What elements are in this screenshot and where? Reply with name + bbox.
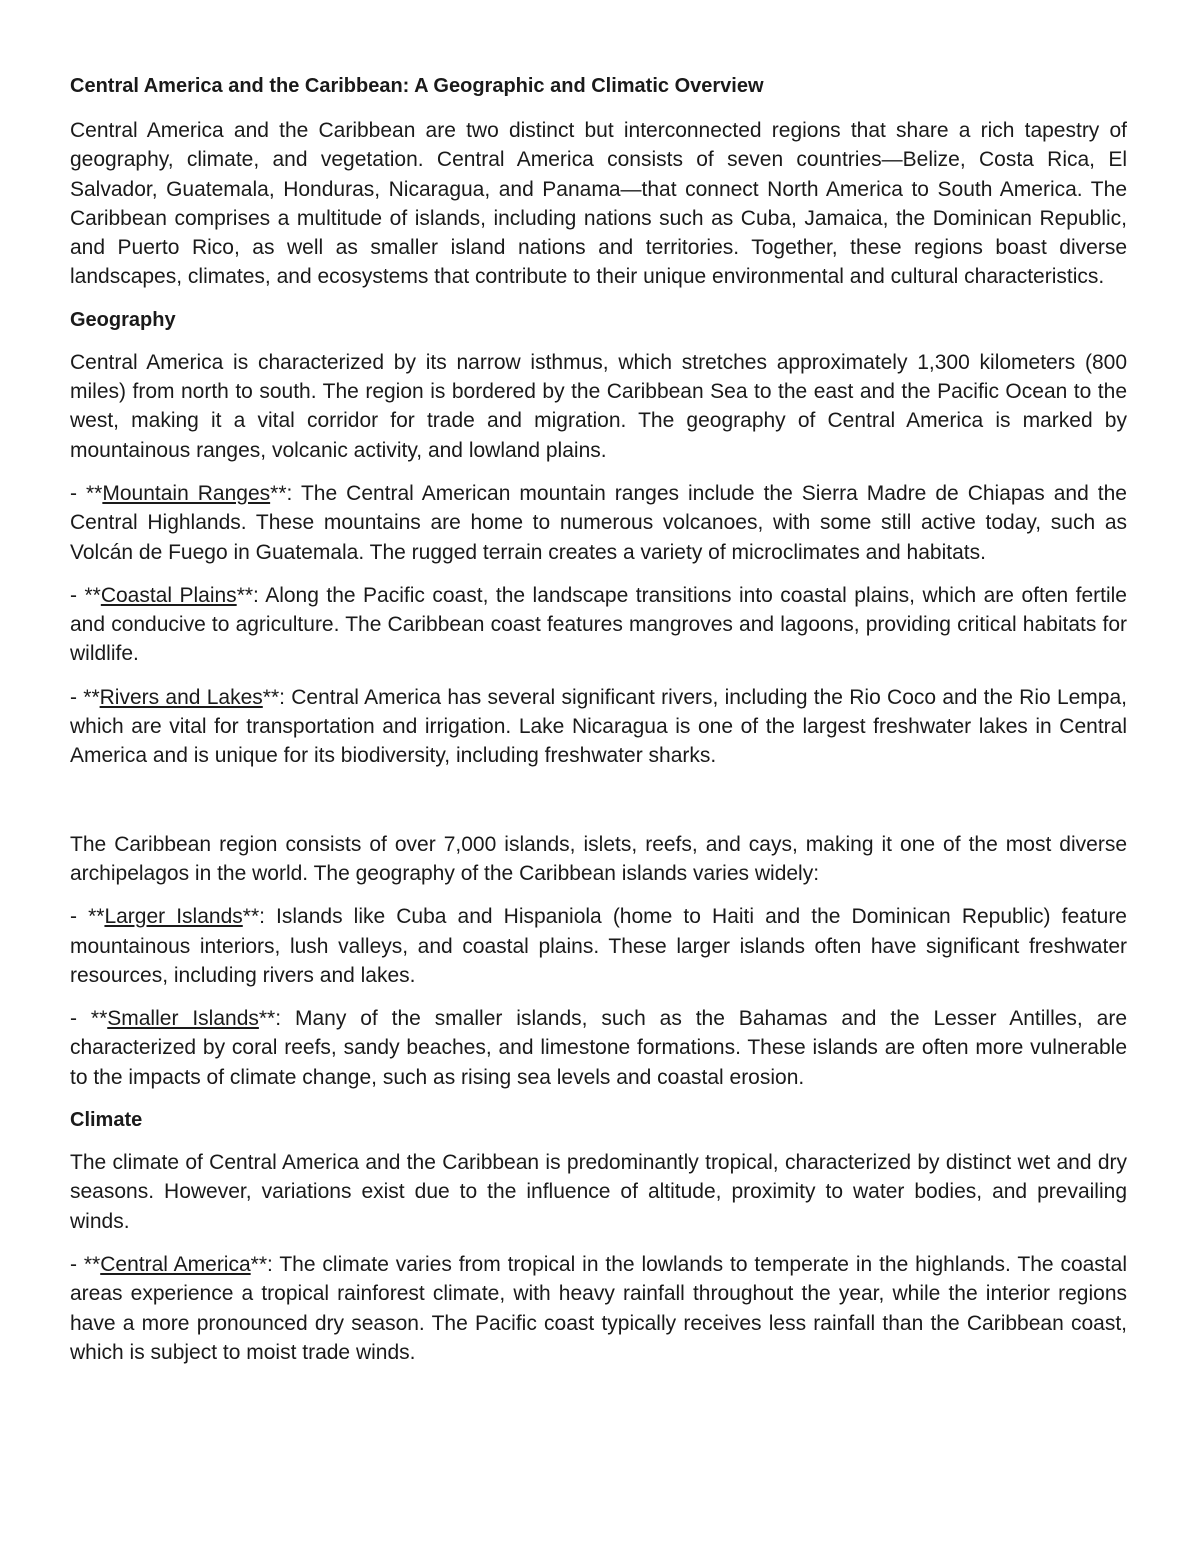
item-term: Larger Islands xyxy=(104,905,243,929)
item-term: Central America xyxy=(100,1252,251,1276)
item-suffix: ** xyxy=(236,583,254,607)
item-prefix: - ** xyxy=(70,1252,101,1276)
item-term: Smaller Islands xyxy=(107,1007,259,1031)
section-spacer xyxy=(70,785,1127,830)
item-term: Mountain Ranges xyxy=(102,481,271,505)
item-prefix: - ** xyxy=(70,1007,108,1031)
climate-heading: Climate xyxy=(70,1109,143,1132)
item-text: : Many of the smaller islands, such as the Bahamas and the Lesser Antilles, are characterized by coral reefs, sandy beaches, and limestone formations. These islands are often more vulnerable to the impacts of climate change, such as rising sea levels and coastal erosion. xyxy=(70,1007,1127,1089)
central-america-climate-item xyxy=(70,1250,1127,1367)
item-prefix: - ** xyxy=(70,481,103,505)
item-term: Rivers and Lakes xyxy=(99,685,263,709)
geography-intro-paragraph: Central America is characterized by its narrow isthmus, which stretches approximately 1,300 kilometers (800 miles) from north to south. The region is bordered by the Caribbean Sea to the east and the Pacific Ocean to the west, making it a vital corridor for trade and migration. The geography of Central America is marked by mountainous ranges, volcanic activity, and lowland plains. xyxy=(70,350,1127,462)
intro-paragraph: Central America and the Caribbean are two distinct but interconnected regions that share a rich tapestry of geography, climate, and vegetation. Central America consists of seven countries—Belize, Costa Rica, El Salvador, Guatemala, Honduras, Nicaragua, and Panama—that connect North America to South America. The Caribbean comprises a multitude of islands, including nations such as Cuba, Jamaica, the Dominican Republic, and Puerto Rico, as well as smaller island nations and territories. Together, these regions boast diverse landscapes, climates, and ecosystems that contribute to their unique environmental and cultural characteristics. xyxy=(70,119,1127,289)
item-text: : The climate varies from tropical in the lowlands to temperate in the highlands. The coastal areas experience a tropical rainforest climate, with heavy rainfall throughout the year, while the interior regions have a more pronounced dry season. The Pacific coast typically receives less rainfall than the Caribbean coast, which is subject to moist trade winds. xyxy=(70,1252,1127,1364)
item-text: : Islands like Cuba and Hispaniola (home to Haiti and the Dominican Republic) feature mountainous interiors, lush valleys, and coastal plains. These larger islands often have significant freshwater resources, including rivers and lakes. xyxy=(70,905,1127,987)
item-text: : Along the Pacific coast, the landscape transitions into coastal plains, which are often fertile and conducive to agriculture. The Caribbean coast features mangroves and lagoons, providing critical habitats for wildlife. xyxy=(70,583,1127,666)
coastal-plains-item xyxy=(70,581,1127,669)
item-prefix: - ** xyxy=(70,905,105,929)
geography-heading: Geography xyxy=(70,308,176,331)
smaller-islands-item xyxy=(70,1004,1127,1092)
item-suffix: ** xyxy=(270,481,287,505)
caribbean-intro-paragraph: The Caribbean region consists of over 7,000 islands, islets, reefs, and cays, making it one of the most diverse archipelagos in the world. The geography of the Caribbean islands varies widely: xyxy=(70,832,1127,885)
item-text: : Central America has several significant rivers, including the Rio Coco and the Rio Lempa, which are vital for transportation and irrigation. Lake Nicaragua is one of the largest freshwater lakes in Central America and is unique for its biodiversity, including freshwater sharks. xyxy=(70,685,1127,768)
item-prefix: - ** xyxy=(70,685,100,709)
document-title: Central America and the Caribbean: A Geographic and Climatic Overview xyxy=(70,75,764,97)
item-suffix: ** xyxy=(258,1007,276,1031)
rivers-lakes-item xyxy=(70,683,1127,771)
item-prefix: - ** xyxy=(70,583,101,607)
item-term: Coastal Plains xyxy=(100,583,237,607)
document-page xyxy=(70,72,1127,1381)
larger-islands-item xyxy=(70,902,1127,990)
item-suffix: ** xyxy=(250,1252,268,1276)
item-text: : The Central American mountain ranges include the Sierra Madre de Chiapas and the Central Highlands. These mountains are home to numerous volcanoes, with some still active today, such as Volcán de Fuego in Guatemala. The rugged terrain creates a variety of microclimates and habitats. xyxy=(70,481,1127,564)
mountain-ranges-item xyxy=(70,479,1127,567)
item-suffix: ** xyxy=(262,685,280,709)
climate-intro-paragraph: The climate of Central America and the Caribbean is predominantly tropical, characterized by distinct wet and dry seasons. However, variations exist due to the influence of altitude, proximity to water bodies, and prevailing winds. xyxy=(70,1151,1127,1233)
item-suffix: ** xyxy=(242,905,260,929)
